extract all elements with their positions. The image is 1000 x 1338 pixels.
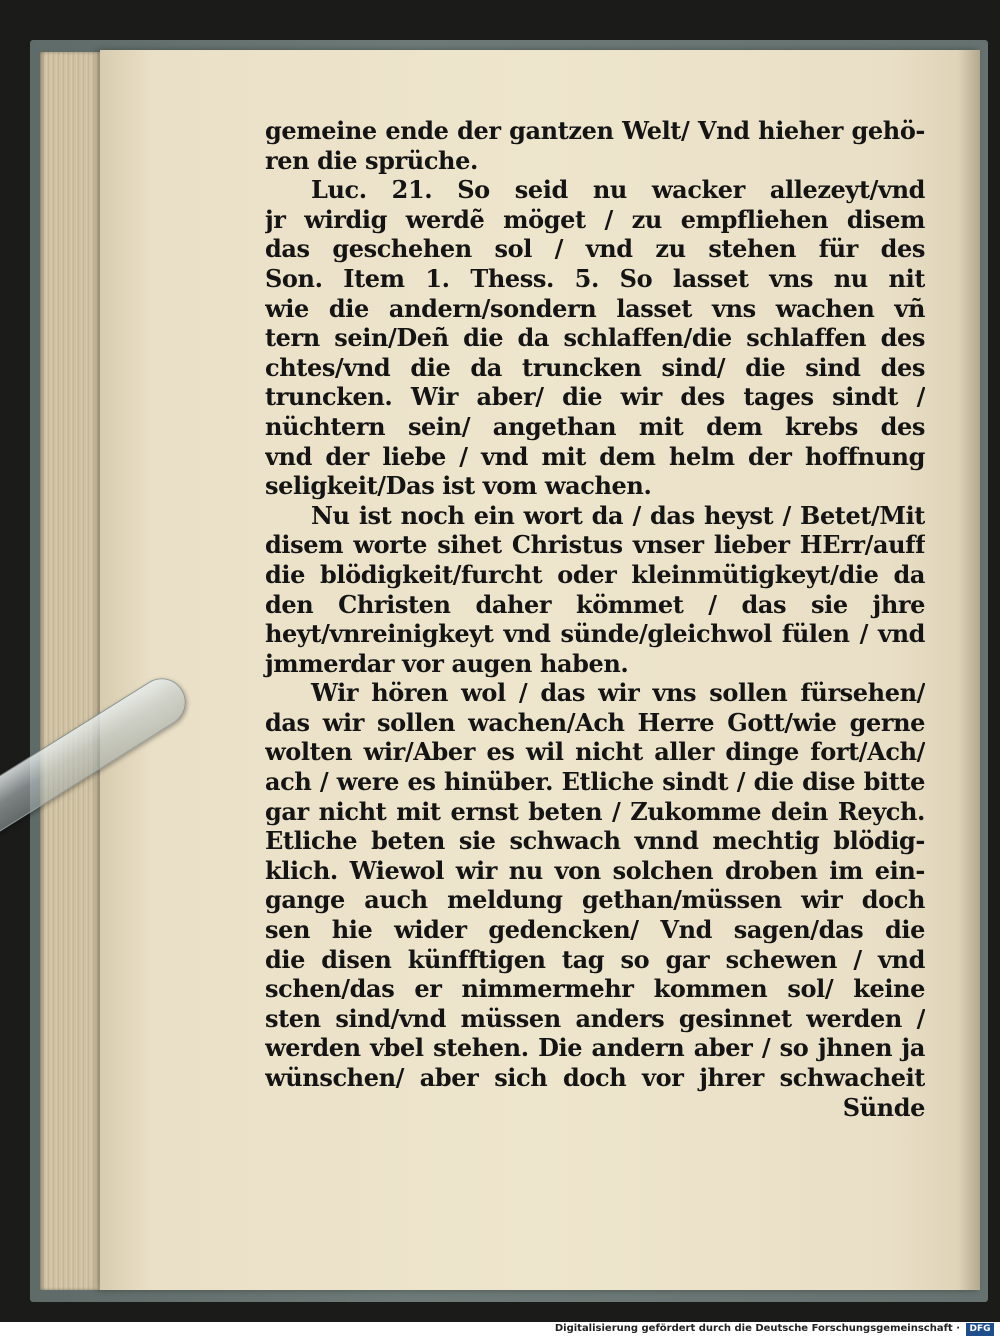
catchword: Sünde [842, 1092, 925, 1122]
text-line: disem worte sihet Christus vnser lieber HErr/auff [265, 530, 925, 560]
text-line: die disen künfftigen tag so gar schewen / vnd [265, 944, 925, 974]
text-line: Nu ist noch ein wort da / das heyst / Betet/Mit [311, 500, 925, 530]
text-line: Wir hören wol / das wir vns sollen fürsehen/ [311, 678, 925, 708]
text-line: Luc. 21. So seid nu wacker allezeyt/vnd [311, 175, 925, 205]
text-line: jr wirdig werdẽ möget / zu empfliehen disem [265, 204, 925, 234]
dfg-logo: DFG [966, 1323, 994, 1336]
digitization-footer [0, 1322, 1000, 1338]
page-text-block [265, 116, 925, 1122]
text-line: seligkeit/Das ist vom wachen. [265, 471, 652, 501]
text-line: sten sind/vnd müssen anders gesinnet werden / [265, 1003, 925, 1033]
text-line: die blödigkeit/furcht oder kleinmütigkeyt/die da [265, 559, 925, 589]
text-line: Son. Item 1. Thess. 5. So lasset vns nu nit [265, 263, 925, 293]
text-line: klich. Wiewol wir nu von solchen droben im ein- [265, 855, 925, 885]
text-line: vnd der liebe / vnd mit dem helm der hoffnung [265, 441, 925, 471]
text-line: wünschen/ aber sich doch vor jhrer schwacheit [265, 1063, 925, 1092]
text-line: sen hie wider gedencken/ Vnd sagen/das die [265, 915, 925, 945]
text-line: gar nicht mit ernst beten / Zukomme dein Reych. [265, 796, 925, 826]
text-line: das wir sollen wachen/Ach Herre Gott/wie gerne [265, 707, 925, 737]
text-line: ach / were es hinüber. Etliche sindt / die dise bitte [265, 767, 925, 797]
text-line: werden vbel stehen. Die andern aber / so jhnen ja [265, 1033, 925, 1063]
text-line: tern sein/Deñ die da schlaffen/die schlaffen des [265, 323, 925, 353]
funding-credit: Digitalisierung gefördert durch die Deutsche Forschungsgemeinschaft · [554, 1323, 960, 1334]
text-line: das geschehen sol / vnd zu stehen für des [265, 234, 925, 264]
text-line: ren die sprüche. [265, 145, 478, 175]
text-line: Etliche beten sie schwach vnnd mechtig blödig- [265, 826, 925, 856]
text-line: gange auch meldung gethan/müssen wir doch [265, 885, 925, 915]
text-line: chtes/vnd die da truncken sind/ die sind des [265, 352, 925, 382]
text-line: den Christen daher kömmet / das sie jhre [265, 589, 925, 619]
text-line: wie die andern/sondern lasset vns wachen vñ [265, 293, 925, 323]
text-line: heyt/vnreinigkeyt vnd sünde/gleichwol fülen / vnd [265, 619, 925, 649]
text-line: wolten wir/Aber es wil nicht aller dinge fort/Ach/ [265, 737, 925, 767]
text-line: gemeine ende der gantzen Welt/ Vnd hieher gehö- [265, 116, 925, 145]
text-line: truncken. Wir aber/ die wir des tages sindt / [265, 382, 925, 412]
text-line: schen/das er nimmermehr kommen sol/ keine [265, 974, 925, 1004]
text-line: nüchtern sein/ angethan mit dem krebs des [265, 411, 925, 441]
text-line: jmmerdar vor augen haben. [265, 648, 629, 678]
page-gutter-shadow [958, 50, 980, 1290]
